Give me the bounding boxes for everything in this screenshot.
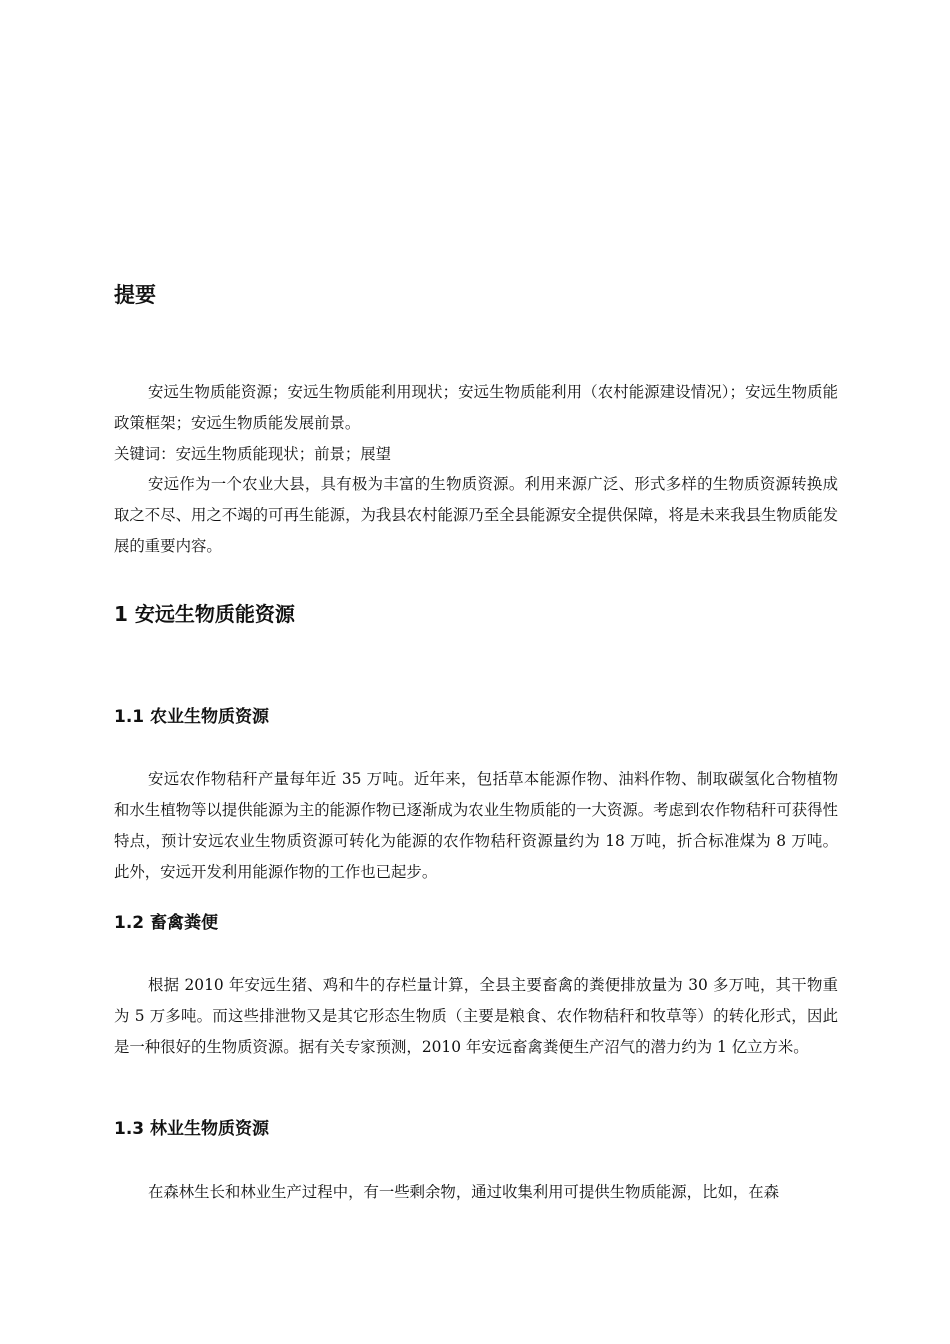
section-1-1-paragraph: 安远农作物秸秆产量每年近 35 万吨。近年来，包括草本能源作物、油料作物、制取碳氢化合物植物和水生植物等以提供能源为主的能源作物已逐渐成为农业生物质能的一大资源。考虑到农作物秸秆可获得性特点，预计安远农业生物质资源可转化为能源的农作物秸秆资源量约为 18 万吨，折合标准煤为 8 万吨。此外，安远开发利用能源作物的工作也已起步。 <box>114 770 838 881</box>
abstract-heading: 提要 <box>114 283 156 307</box>
section-1-heading: 1 安远生物质能资源 <box>114 602 295 626</box>
intro-paragraph: 安远作为一个农业大县，具有极为丰富的生物质资源。利用来源广泛、形式多样的生物质资源转换成取之不尽、用之不竭的可再生能源，为我县农村能源乃至全县能源安全提供保障，将是未来我县生物质能发展的重要内容。 <box>114 475 838 555</box>
keywords-line: 关键词：安远生物质能现状；前景；展望 <box>114 445 392 463</box>
section-1-1-heading: 1.1 农业生物质资源 <box>114 707 270 727</box>
section-1-2-paragraph: 根据 2010 年安远生猪、鸡和牛的存栏量计算，全县主要畜禽的粪便排放量为 30 多万吨，其干物重为 5 万多吨。而这些排泄物又是其它形态生物质（主要是粮食、农作物秸秆和牧草等）的转化形式，因此是一种很好的生物质资源。据有关专家预测，2010 年安远畜禽粪便生产沼气的潜力约为 1 亿立方米。 <box>114 976 838 1056</box>
section-1-3-heading: 1.3 林业生物质资源 <box>114 1119 270 1139</box>
abstract-summary: 安远生物质能资源；安远生物质能利用现状；安远生物质能利用（农村能源建设情况）；安远生物质能政策框架；安远生物质能发展前景。 <box>114 383 838 432</box>
section-1-2-heading: 1.2 畜禽粪便 <box>114 913 219 933</box>
section-1-3-paragraph: 在森林生长和林业生产过程中，有一些剩余物，通过收集利用可提供生物质能源，比如，在森 <box>148 1183 780 1201</box>
